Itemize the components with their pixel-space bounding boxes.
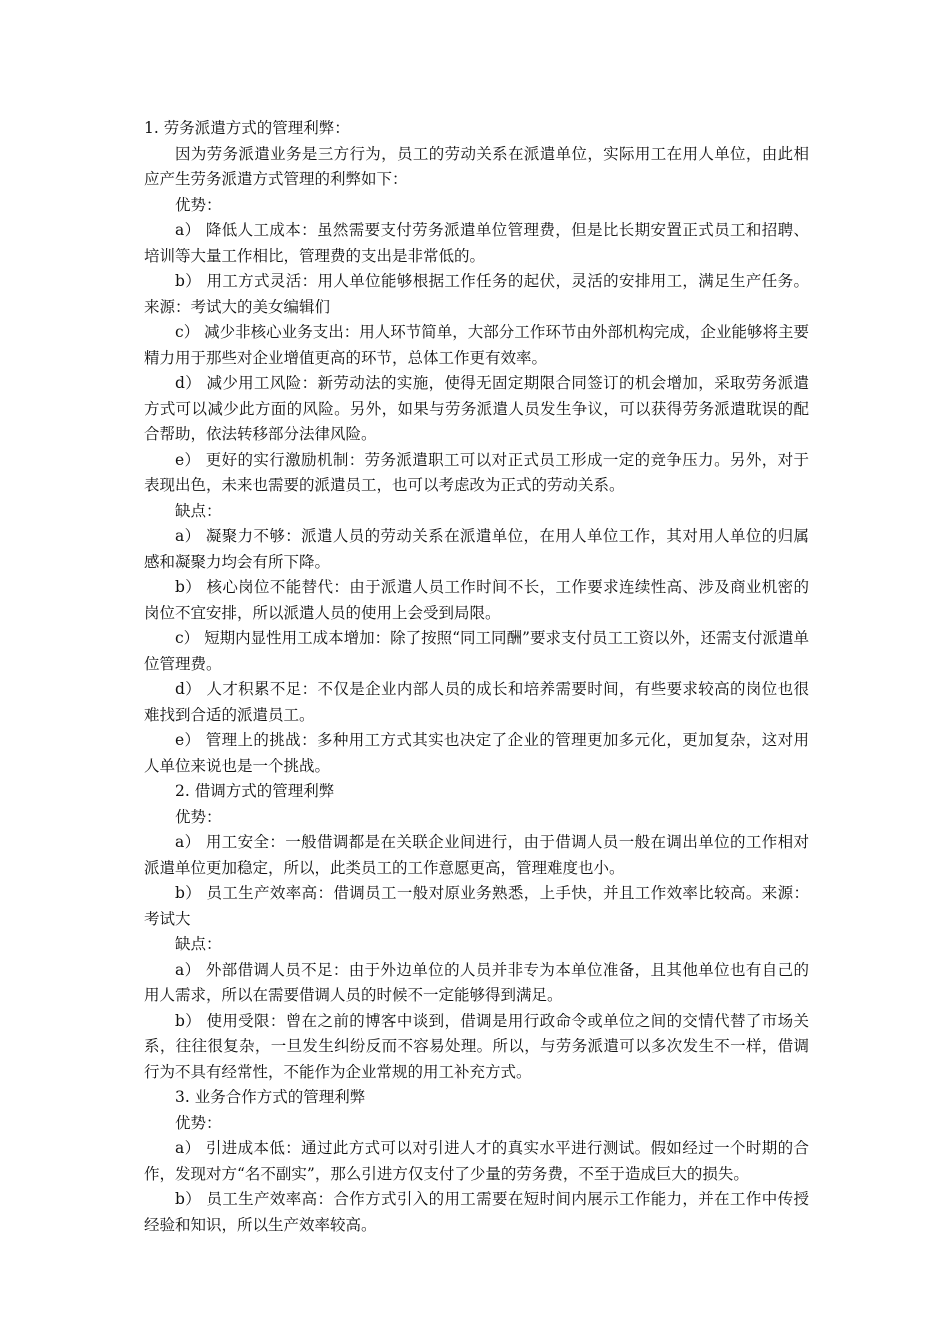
section-1-disadvantage-b: b） 核心岗位不能替代：由于派遣人员工作时间不长，工作要求连续性高、涉及商业机密的岗位不宜安排，所以派遣人员的使用上会受到局限。 — [144, 578, 809, 622]
section-1-disadvantages-label: 缺点： — [175, 501, 222, 520]
section-3-advantages-label: 优势： — [175, 1113, 222, 1132]
document-body — [144, 116, 809, 1238]
section-2-advantage-b: b） 员工生产效率高：借调员工一般对原业务熟悉，上手快，并且工作效率比较高。来源：考试大 — [144, 884, 809, 928]
section-1-advantage-e: e） 更好的实行激励机制：劳务派遣职工可以对正式员工形成一定的竞争压力。另外，对于表现出色，未来也需要的派遣员工，也可以考虑改为正式的劳动关系。 — [144, 450, 809, 494]
section-1-disadvantage-a: a） 凝聚力不够：派遣人员的劳动关系在派遣单位，在用人单位工作，其对用人单位的归属感和凝聚力均会有所下降。 — [144, 527, 809, 571]
intro-paragraph: 因为劳务派遣业务是三方行为，员工的劳动关系在派遣单位，实际用工在用人单位，由此相应产生劳务派遣方式管理的利弊如下： — [144, 144, 809, 188]
section-3-advantage-b: b） 员工生产效率高：合作方式引入的用工需要在短时间内展示工作能力，并在工作中传授经验和知识，所以生产效率较高。 — [144, 1190, 809, 1234]
section-1-advantage-b: b） 用工方式灵活：用人单位能够根据工作任务的起伏，灵活的安排用工，满足生产任务。来源：考试大的美女编辑们 — [144, 272, 809, 316]
section-2-disadvantages-label: 缺点： — [175, 935, 222, 953]
section-1-disadvantage-d: d） 人才积累不足：不仅是企业内部人员的成长和培养需要时间，有些要求较高的岗位也很难找到合适的派遣员工。 — [144, 680, 809, 724]
section-1-advantage-d: d） 减少用工风险：新劳动法的实施，使得无固定期限合同签订的机会增加，采取劳务派遣方式可以减少此方面的风险。另外，如果与劳务派遣人员发生争议，可以获得劳务派遣耽误的配合帮助，依法转移部分法律风险。 — [144, 374, 809, 443]
section-2-advantages-label: 优势： — [175, 807, 222, 826]
section-1-disadvantage-e: e） 管理上的挑战：多种用工方式其实也决定了企业的管理更加多元化，更加复杂，这对用人单位来说也是一个挑战。 — [144, 731, 809, 775]
section-1-advantages-label: 优势： — [175, 195, 222, 214]
section-2-disadvantage-b: b） 使用受限：曾在之前的博客中谈到，借调是用行政命令或单位之间的交情代替了市场关系，往往很复杂，一旦发生纠纷反而不容易处理。所以，与劳务派遣可以多次发生不一样，借调行为不具有经常性，不能作为企业常规的用工补充方式。 — [144, 1011, 809, 1081]
section-2-title: 2. 借调方式的管理利弊 — [175, 782, 335, 800]
section-1-title: 1. 劳务派遣方式的管理利弊： — [144, 119, 350, 137]
section-1-advantage-a: a） 降低人工成本：虽然需要支付劳务派遣单位管理费，但是比长期安置正式员工和招聘、培训等大量工作相比，管理费的支出是非常低的。 — [144, 221, 809, 265]
section-2-advantage-a: a） 用工安全：一般借调都是在关联企业间进行，由于借调人员一般在调出单位的工作相对派遣单位更加稳定，所以，此类员工的工作意愿更高，管理难度也小。 — [144, 833, 809, 877]
section-1-disadvantage-c: c） 短期内显性用工成本增加：除了按照“同工同酬”要求支付员工工资以外，还需支付派遣单位管理费。 — [144, 629, 809, 673]
section-2-disadvantage-a: a） 外部借调人员不足：由于外边单位的人员并非专为本单位准备，且其他单位也有自己的用人需求，所以在需要借调人员的时候不一定能够得到满足。 — [144, 960, 809, 1004]
section-3-advantage-a: a） 引进成本低：通过此方式可以对引进人才的真实水平进行测试。假如经过一个时期的合作，发现对方“名不副实”，那么引进方仅支付了少量的劳务费，不至于造成巨大的损失。 — [144, 1139, 809, 1183]
section-1-advantage-c: c） 减少非核心业务支出：用人环节简单，大部分工作环节由外部机构完成，企业能够将主要精力用于那些对企业增值更高的环节，总体工作更有效率。 — [144, 323, 809, 367]
section-3-title: 3. 业务合作方式的管理利弊 — [175, 1088, 366, 1106]
